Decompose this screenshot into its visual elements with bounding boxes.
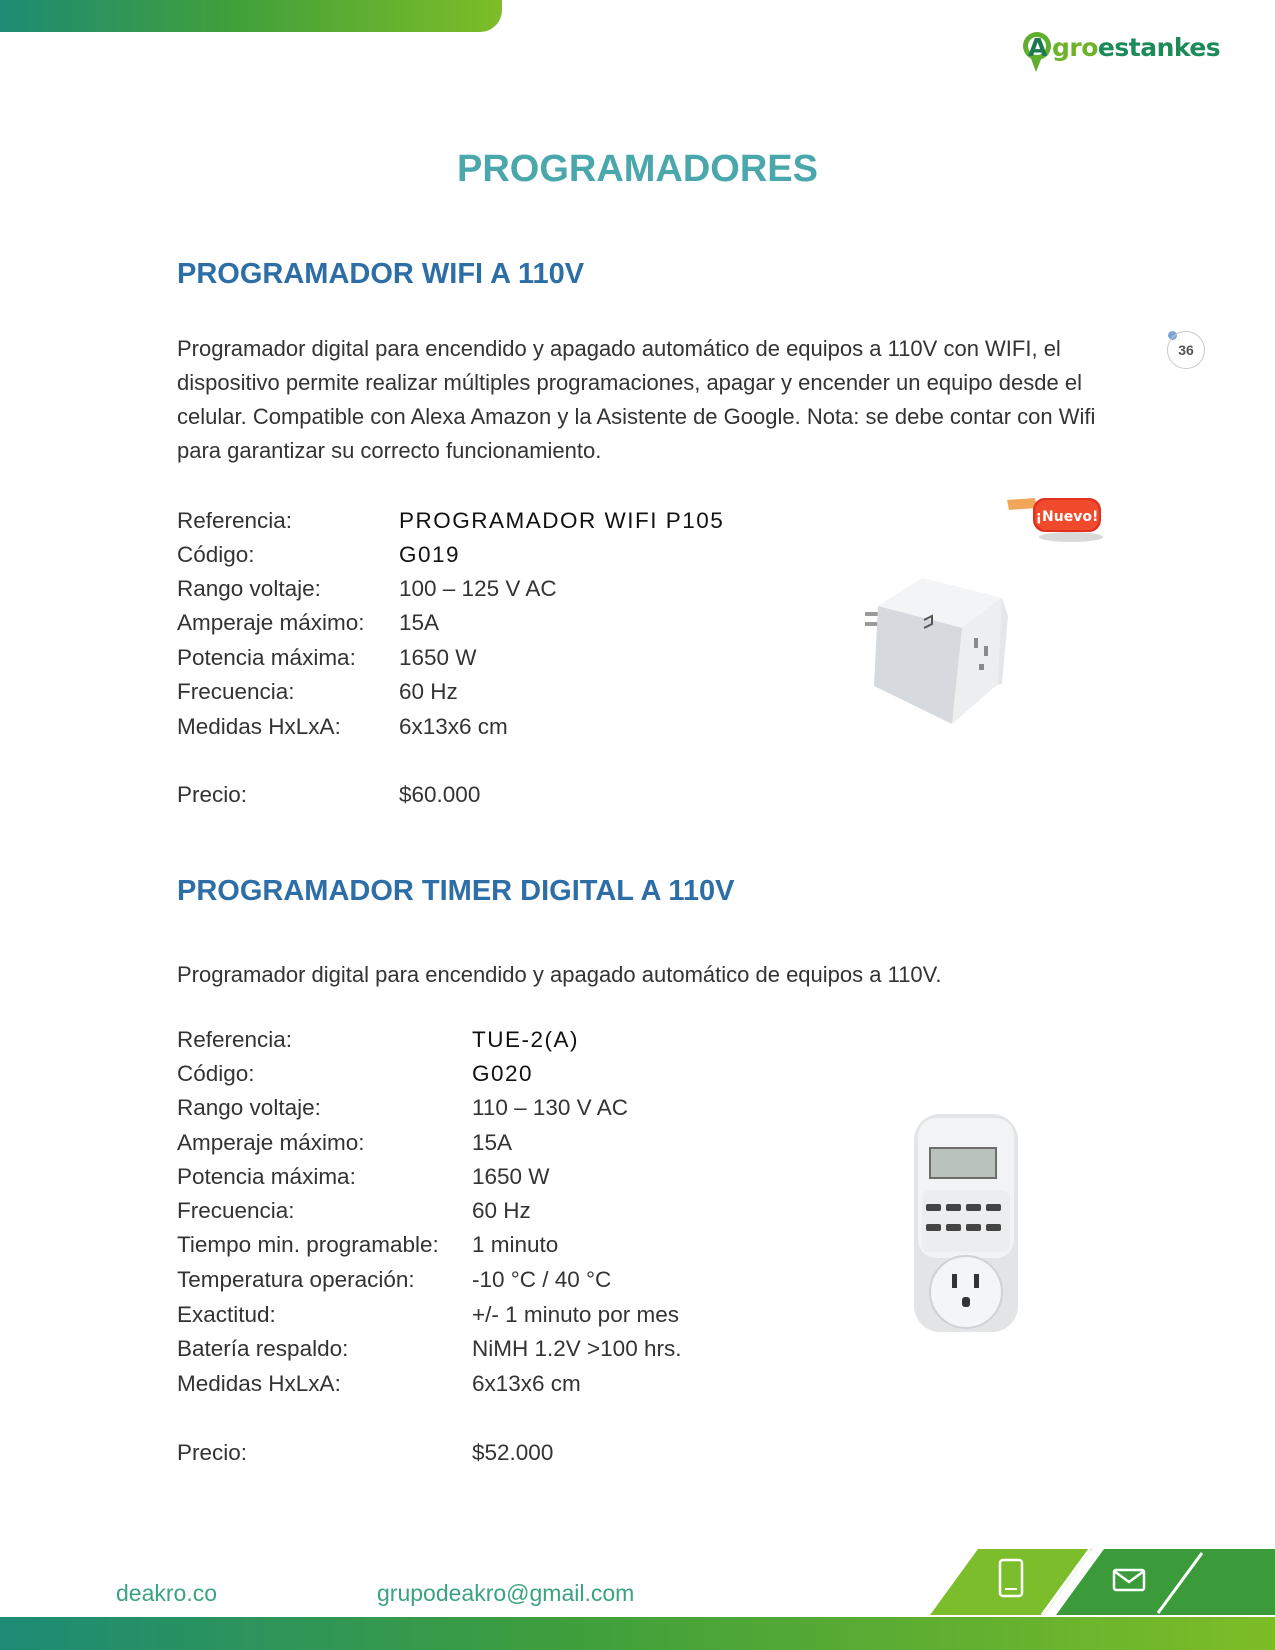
logo-text-estankes: estankes bbox=[1097, 33, 1221, 62]
spec-value: 6x13x6 cm bbox=[399, 714, 508, 739]
spec-label: Medidas HxLxA: bbox=[177, 1371, 341, 1396]
spec-value: 1650 W bbox=[399, 645, 477, 670]
footer-website-link[interactable]: deakro.co bbox=[116, 1580, 218, 1606]
logo-letter: A bbox=[1028, 33, 1047, 62]
spec-label: Referencia: bbox=[177, 508, 293, 533]
new-badge-label: ¡Nuevo! bbox=[1035, 509, 1099, 525]
page-title: PROGRAMADORES bbox=[456, 148, 819, 190]
spec-value: 60 Hz bbox=[399, 679, 458, 704]
new-badge-icon bbox=[1005, 488, 1105, 546]
price-label: Precio: bbox=[177, 782, 248, 807]
spec-label: Código: bbox=[177, 542, 255, 567]
spec-label: Código: bbox=[177, 1061, 255, 1086]
footer-contact-tabs bbox=[930, 1547, 1275, 1615]
spec-label: Amperaje máximo: bbox=[177, 610, 365, 635]
spec-label: Amperaje máximo: bbox=[177, 1130, 365, 1155]
spec-label: Rango voltaje: bbox=[177, 1095, 321, 1120]
spec-value: 15A bbox=[399, 610, 440, 635]
spec-value: NiMH 1.2V >100 hrs. bbox=[472, 1336, 682, 1361]
spec-label: Batería respaldo: bbox=[177, 1336, 349, 1361]
footer-accent-bar bbox=[0, 1617, 1275, 1650]
spec-value: 1650 W bbox=[472, 1164, 550, 1189]
wifi-plug-image bbox=[862, 576, 1012, 726]
spec-value: 100 – 125 V AC bbox=[399, 576, 557, 601]
digital-timer-image bbox=[912, 1112, 1020, 1334]
spec-value: 15A bbox=[472, 1130, 513, 1155]
spec-value: 1 minuto bbox=[472, 1232, 559, 1257]
spec-value: G019 bbox=[399, 542, 461, 567]
spec-label: Rango voltaje: bbox=[177, 576, 321, 601]
spec-value: 6x13x6 cm bbox=[472, 1371, 581, 1396]
phone-icon[interactable] bbox=[997, 1558, 1025, 1598]
brand-logo bbox=[1028, 33, 1221, 62]
spec-label: Referencia: bbox=[177, 1027, 293, 1052]
product-2-description: Programador digital para encendido y apagado automático de equipos a 110V. bbox=[177, 962, 942, 987]
spec-label: Frecuencia: bbox=[177, 679, 295, 704]
header-accent-bar bbox=[0, 0, 502, 32]
page-number: 36 bbox=[1167, 331, 1205, 369]
spec-value: G020 bbox=[472, 1061, 534, 1086]
product-1-description: Programador digital para encendido y apagado automático de equipos a 110V con WIFI, el dispositivo permite realizar múltiples programaciones, apagar y encender un equipo desde el celular. Compatible con Alexa Amazon y la Asistente de Google. Nota: se debe contar con Wifi para garantizar su correcto funcionamiento. bbox=[177, 336, 1096, 463]
spec-label: Exactitud: bbox=[177, 1302, 276, 1327]
spec-label: Potencia máxima: bbox=[177, 1164, 356, 1189]
spec-label: Temperatura operación: bbox=[177, 1267, 415, 1292]
product-1-title: PROGRAMADOR WIFI A 110V bbox=[177, 258, 585, 290]
spec-value: TUE-2(A) bbox=[472, 1027, 579, 1052]
spec-label: Tiempo min. programable: bbox=[177, 1232, 439, 1257]
spec-label: Potencia máxima: bbox=[177, 645, 356, 670]
spec-label: Frecuencia: bbox=[177, 1198, 295, 1223]
mail-icon[interactable] bbox=[1112, 1568, 1146, 1592]
spec-value: 60 Hz bbox=[472, 1198, 531, 1223]
price-value: $60.000 bbox=[399, 782, 481, 807]
spec-value: +/- 1 minuto por mes bbox=[472, 1302, 679, 1327]
price-label: Precio: bbox=[177, 1440, 248, 1465]
spec-value: 110 – 130 V AC bbox=[472, 1095, 628, 1120]
logo-text-gro: gro bbox=[1052, 33, 1098, 62]
product-2-title: PROGRAMADOR TIMER DIGITAL A 110V bbox=[177, 875, 735, 907]
price-value: $52.000 bbox=[472, 1440, 554, 1465]
spec-label: Medidas HxLxA: bbox=[177, 714, 341, 739]
spec-value: -10 °C / 40 °C bbox=[472, 1267, 612, 1292]
spec-value: PROGRAMADOR WIFI P105 bbox=[399, 508, 725, 533]
footer-email-link[interactable]: grupodeakro@gmail.com bbox=[377, 1580, 635, 1606]
